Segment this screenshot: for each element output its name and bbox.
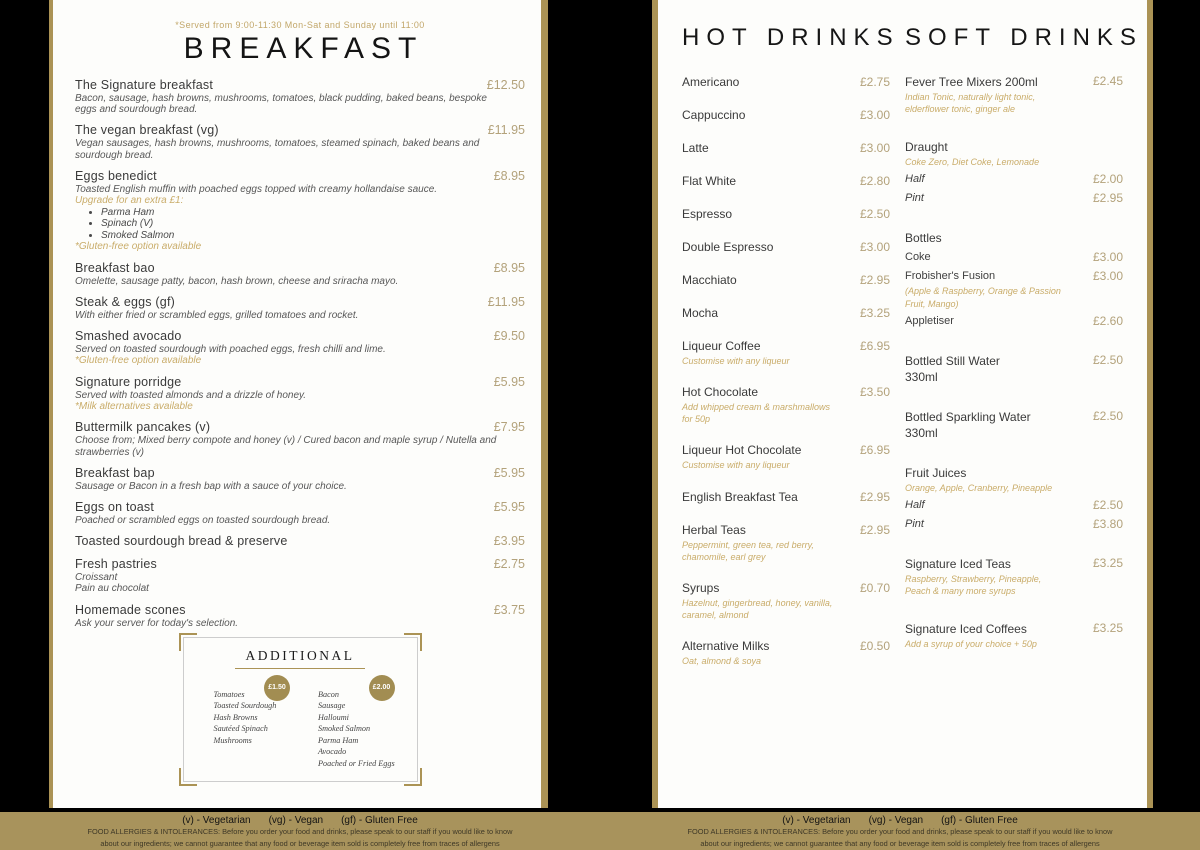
menu-item-description: Bacon, sausage, hash browns, mushrooms, tomatoes, black pudding, baked beans, bespoke eggs and sourdough bread.	[75, 93, 487, 116]
menu-item-description: With either fried or scrambled eggs, grilled tomatoes and rocket.	[75, 309, 359, 321]
additional-list	[214, 689, 301, 747]
drink-name-wrap	[905, 74, 1038, 90]
drink-price: £2.95	[859, 273, 890, 287]
drinks-columns	[682, 74, 1123, 684]
menu-item	[75, 420, 525, 457]
drink-group	[905, 230, 1123, 328]
drink-price: £2.50	[1092, 352, 1123, 367]
drink-item-row	[682, 74, 890, 90]
menu-item	[75, 169, 525, 253]
menu-item-price: £5.95	[493, 499, 525, 514]
drink-name: Mocha	[682, 306, 719, 320]
drink-group-header	[905, 465, 1123, 481]
drink-item	[682, 489, 890, 505]
upgrade-option: • Smoked Salmon	[101, 230, 525, 242]
drink-variant-row	[905, 249, 1123, 265]
menu-item-row	[75, 78, 525, 93]
upgrade-option: • Spinach (V)	[101, 218, 525, 230]
upgrade-options	[101, 207, 525, 242]
availability-note: *Milk alternatives available	[75, 400, 193, 412]
variant-price: £2.95	[1092, 191, 1123, 206]
drink-name: Liqueur Coffee	[682, 339, 761, 353]
drink-item-row	[682, 384, 890, 400]
menu-item-description: Croissant	[75, 572, 118, 584]
drink-group	[905, 139, 1123, 206]
drink-description: Add whipped cream & marshmallows for 50p	[682, 402, 831, 425]
drink-name: Alternative Milks	[682, 639, 770, 654]
menu-item	[75, 329, 525, 367]
menu-item-name: Homemade scones	[75, 602, 186, 617]
hot-drinks-column	[682, 74, 890, 684]
diet-legend	[600, 815, 1200, 826]
menu-item-name: Buttermilk pancakes (v)	[75, 420, 211, 435]
menu-item	[75, 500, 525, 526]
drink-name-line2: 330ml	[905, 425, 938, 440]
drink-item	[682, 272, 890, 288]
menu-item-name: Breakfast bao	[75, 260, 155, 275]
drink-name: Fruit Juices	[905, 465, 967, 480]
drink-name-wrap	[905, 409, 1031, 441]
variant-label: Frobisher's Fusion	[905, 270, 996, 283]
drink-item	[682, 239, 890, 255]
corner-bracket-icon	[404, 768, 422, 786]
drink-price: £3.00	[859, 108, 890, 122]
menu-item	[75, 534, 525, 549]
drink-item-row	[682, 173, 890, 189]
additional-item: Tomatoes	[213, 689, 245, 699]
breakfast-page-content	[53, 20, 541, 782]
drink-name: Fever Tree Mixers 200ml	[905, 75, 1038, 89]
drink-name: Espresso	[682, 207, 733, 221]
menu-item-row	[75, 500, 525, 515]
variant-label: Pint	[905, 192, 924, 205]
menu-item-price: £11.95	[487, 294, 525, 309]
menu-item-row	[75, 534, 525, 549]
drink-name: Signature Iced Teas	[905, 556, 1011, 571]
drink-item	[682, 173, 890, 189]
drink-item-row	[682, 206, 890, 222]
price-badge: £2.00	[369, 675, 395, 701]
menu-item-description: Sausage or Bacon in a fresh bap with a sauce of your choice.	[75, 480, 347, 492]
additional-item: Toasted Sourdough	[213, 701, 277, 711]
drink-name: Signature Iced Coffees	[905, 622, 1027, 637]
drink-name: Latte	[682, 141, 709, 155]
drink-group	[905, 74, 1123, 115]
corner-bracket-icon	[179, 633, 197, 651]
drink-description: Indian Tonic, naturally light tonic, elderflower tonic, ginger ale	[905, 92, 1036, 115]
variant-label: Half	[905, 498, 925, 511]
footer-left	[0, 812, 600, 850]
menu-item-name: Toasted sourdough bread & preserve	[75, 534, 288, 549]
hot-drinks-title: HOT DRINKS	[682, 24, 900, 51]
menu-item-row	[75, 295, 525, 310]
menu-item-row	[75, 420, 525, 435]
allergen-notice-line: about our ingredients; we cannot guarantee that any food or beverage item sold is completely free from traces of allergens	[100, 838, 500, 848]
breakfast-page	[49, 0, 548, 808]
menu-item-price: £8.95	[493, 260, 525, 275]
drink-item	[682, 638, 890, 667]
drink-description: Customise with any liqueur	[682, 356, 790, 366]
drink-item-row	[682, 638, 890, 654]
drink-item-row	[682, 239, 890, 255]
menu-item-name: Eggs on toast	[75, 499, 155, 514]
additional-item: Hash Browns	[213, 712, 258, 722]
diet-legend-item: (gf) - Gluten Free	[341, 815, 418, 826]
additional-item: Poached or Fried Eggs	[318, 758, 395, 768]
served-hours-note: *Served from 9:00-11:30 Mon-Sat and Sunday until 11:00	[175, 20, 425, 30]
menu-item-price: £3.95	[493, 534, 525, 549]
drink-variant-row	[905, 171, 1123, 187]
drink-price: £0.50	[859, 639, 890, 654]
drink-variant-row	[905, 313, 1123, 329]
drink-group-header	[905, 621, 1123, 637]
drink-group	[905, 465, 1123, 532]
drink-name: Bottled Still Water	[905, 353, 1000, 368]
menu-item-name: Breakfast bap	[75, 465, 155, 480]
drink-group-header	[905, 230, 1123, 246]
drink-name: Liqueur Hot Chocolate	[682, 443, 802, 458]
menu-item-price: £5.95	[493, 374, 525, 389]
drink-item-row	[682, 442, 890, 458]
drink-name: English Breakfast Tea	[682, 489, 798, 504]
menu-item-description: Toasted English muffin with poached eggs topped with creamy hollandaise sauce.	[75, 183, 438, 195]
variant-label: Appletiser	[905, 314, 954, 327]
drink-price: £2.75	[859, 75, 890, 89]
drink-variant-row	[905, 268, 1123, 284]
drink-group-header	[905, 74, 1123, 90]
drink-price: £3.00	[859, 141, 890, 155]
drinks-page-content	[658, 24, 1147, 684]
menu-item-price: £8.95	[493, 168, 525, 183]
menu-item-description: Poached or scrambled eggs on toasted sourdough bread.	[75, 514, 331, 526]
drink-item	[682, 107, 890, 123]
drinks-headers	[682, 24, 1143, 52]
drink-price: £6.95	[859, 443, 890, 458]
menu-item	[75, 557, 525, 594]
drink-group	[905, 409, 1123, 441]
variant-price: £2.50	[1092, 497, 1123, 512]
menu-item-row	[75, 375, 525, 390]
drink-name: Cappuccino	[682, 108, 746, 122]
menu-item-name: Eggs benedict	[75, 168, 157, 183]
additional-item: Parma Ham	[318, 735, 359, 745]
drink-variant-row	[905, 497, 1123, 513]
menu-item-description: Ask your server for today's selection.	[75, 617, 239, 629]
additional-item: Avocado	[318, 747, 347, 757]
menu-item-name: Smashed avocado	[75, 328, 182, 343]
menu-item-description: Served with toasted almonds and a drizzle of honey.	[75, 389, 307, 401]
variant-price: £2.60	[1092, 313, 1123, 328]
allergen-notice-line: about our ingredients; we cannot guarantee that any food or beverage item sold is completely free from traces of allergens	[700, 838, 1100, 848]
variant-price: £3.00	[1092, 269, 1123, 284]
menu-item-price: £7.95	[493, 420, 525, 435]
menu-item-row	[75, 557, 525, 572]
allergen-notice-line: FOOD ALLERGIES & INTOLERANCES: Before you order your food and drinks, please speak to our staff if you would like to know	[687, 827, 1113, 836]
additional-column	[300, 677, 405, 770]
drink-name: Bottled Sparkling Water	[905, 409, 1031, 424]
drink-item	[682, 74, 890, 90]
menu-item-row	[75, 466, 525, 481]
drink-price: £2.50	[1092, 408, 1123, 423]
drink-name-wrap	[905, 465, 966, 481]
diet-legend-item: (gf) - Gluten Free	[941, 815, 1018, 826]
drink-item-row	[682, 272, 890, 288]
upgrade-note: Upgrade for an extra £1:	[75, 195, 184, 207]
menu-item-description: Served on toasted sourdough with poached eggs, fresh chilli and lime.	[75, 343, 386, 355]
drink-name-wrap	[905, 621, 1027, 637]
menu-item	[75, 261, 525, 287]
diet-legend-item: (v) - Vegetarian	[782, 815, 851, 826]
drink-item-row	[682, 338, 890, 354]
drink-group	[905, 353, 1123, 385]
drink-variant-row	[905, 516, 1123, 532]
drink-price: £6.95	[859, 339, 890, 353]
drink-price: £2.95	[859, 522, 890, 537]
drink-name: Herbal Teas	[682, 522, 746, 537]
menu-item-price: £5.95	[493, 465, 525, 480]
soft-drinks-title: SOFT DRINKS	[905, 24, 1143, 51]
drink-name: Hot Chocolate	[682, 385, 759, 400]
soft-drinks-column	[905, 74, 1123, 674]
additional-column	[196, 677, 301, 770]
drink-item	[682, 206, 890, 222]
upgrade-option: • Parma Ham	[101, 207, 525, 219]
drink-name: Macchiato	[682, 273, 737, 287]
additional-item: Mushrooms	[213, 735, 252, 745]
drink-price: £3.50	[859, 385, 890, 400]
diet-legend-item: (vg) - Vegan	[268, 815, 324, 826]
drink-item	[682, 522, 890, 563]
additional-item: Halloumi	[318, 712, 349, 722]
drink-variant-row	[905, 190, 1123, 206]
menu-item-row	[75, 261, 525, 276]
variant-label: Pint	[905, 517, 924, 530]
availability-note: *Gluten-free option available	[75, 241, 202, 253]
drink-name-wrap	[905, 139, 948, 155]
drink-name: Double Espresso	[682, 240, 774, 254]
menu-item-price: £2.75	[493, 557, 525, 572]
additional-columns	[196, 677, 405, 770]
variant-price: £2.00	[1092, 172, 1123, 187]
additional-list	[318, 689, 405, 770]
drink-item	[682, 442, 890, 471]
additional-item: Bacon	[318, 689, 339, 699]
allergen-notice-line: FOOD ALLERGIES & INTOLERANCES: Before you order your food and drinks, please speak to our staff if you would like to know	[87, 827, 513, 836]
drink-group-header	[905, 139, 1123, 155]
menu-item-description: Vegan sausages, hash browns, mushrooms, tomatoes, steamed spinach, baked beans and sourdough bread.	[75, 138, 480, 161]
drink-price: £0.70	[859, 580, 890, 595]
drink-price: £3.25	[1092, 621, 1123, 636]
menu-item	[75, 78, 525, 115]
menu-item	[75, 295, 525, 321]
menu-item-row	[75, 329, 525, 344]
drink-group	[905, 556, 1123, 597]
drink-price: £3.00	[859, 240, 890, 254]
drink-description: Oat, almond & soya	[682, 656, 762, 667]
menu-item-description: Omelette, sausage patty, bacon, hash brown, cheese and sriracha mayo.	[75, 275, 399, 287]
drink-item	[682, 338, 890, 367]
availability-note: *Gluten-free option available	[75, 355, 202, 367]
drink-description: (Apple & Raspberry, Orange & Passion Fruit, Mango)	[905, 286, 1061, 309]
drinks-page	[652, 0, 1153, 808]
drink-item-row	[682, 522, 890, 538]
menu-item-name: The vegan breakfast (vg)	[75, 123, 219, 138]
menu-item-name: Signature porridge	[75, 374, 182, 389]
breakfast-item-list	[75, 78, 525, 629]
menu-item	[75, 375, 525, 413]
drink-item-row	[682, 305, 890, 321]
additional-item: Smoked Salmon	[318, 724, 371, 734]
variant-price: £3.00	[1092, 250, 1123, 265]
variant-label: Coke	[905, 251, 931, 264]
variant-label: Half	[905, 173, 925, 186]
corner-bracket-icon	[179, 768, 197, 786]
drink-item	[682, 140, 890, 156]
menu-item-row	[75, 123, 525, 138]
drink-group-header	[905, 353, 1123, 385]
breakfast-title: BREAKFAST	[183, 32, 424, 65]
menu-item-row	[75, 603, 525, 618]
drink-price: £3.25	[1092, 555, 1123, 570]
drink-item	[682, 305, 890, 321]
drink-price: £2.50	[859, 207, 890, 221]
drink-name-wrap	[905, 230, 942, 246]
drink-name: Americano	[682, 75, 740, 89]
menu-item-name: The Signature breakfast	[75, 78, 214, 92]
drink-description: Add a syrup of your choice + 50p	[905, 639, 1037, 650]
drink-name-wrap	[905, 556, 1011, 572]
menu-item-name: Steak & eggs (gf)	[75, 294, 175, 309]
menu-item-price: £11.95	[487, 123, 525, 138]
drink-description: Peppermint, green tea, red berry, chamomile, earl grey	[682, 539, 814, 562]
menu-item-name: Fresh pastries	[75, 557, 157, 572]
drink-group	[905, 621, 1123, 650]
drink-price: £2.80	[859, 174, 890, 188]
drink-description: Coke Zero, Diet Coke, Lemonade	[905, 157, 1040, 168]
additional-item: Sausage	[318, 701, 346, 711]
price-badge: £1.50	[264, 675, 290, 701]
menu-item-price: £9.50	[493, 328, 525, 343]
additional-title: ADDITIONAL	[235, 648, 365, 669]
drink-name: Bottles	[905, 231, 942, 246]
diet-legend	[0, 815, 600, 826]
drink-description: Hazelnut, gingerbread, honey, vanilla, caramel, almond	[682, 597, 833, 621]
drink-price: £2.95	[859, 489, 890, 504]
drink-description: Orange, Apple, Cranberry, Pineapple	[905, 482, 1053, 493]
menu-item	[75, 603, 525, 629]
corner-bracket-icon	[404, 633, 422, 651]
drink-item-row	[682, 107, 890, 123]
drink-name: Draught	[905, 140, 948, 155]
menu-item-description: Pain au chocolat	[75, 583, 149, 595]
additional-box	[183, 637, 418, 783]
menu-item-price: £12.50	[486, 78, 525, 92]
drink-name: Flat White	[682, 174, 737, 188]
drink-item-row	[682, 580, 890, 596]
menu-item	[75, 123, 525, 160]
drink-item	[682, 384, 890, 425]
footer-right	[600, 812, 1200, 850]
drink-group-header	[905, 409, 1123, 441]
drink-group-header	[905, 556, 1123, 572]
drink-description: Raspberry, Strawberry, Pineapple, Peach & many more syrups	[905, 573, 1042, 597]
drink-name: Syrups	[682, 580, 720, 595]
drink-item-row	[682, 140, 890, 156]
allergen-footer-band	[0, 812, 1200, 850]
diet-legend-item: (v) - Vegetarian	[182, 815, 251, 826]
menu-item	[75, 466, 525, 492]
additional-item: Sautéed Spinach	[213, 724, 268, 734]
menu-item-price: £3.75	[493, 602, 525, 617]
diet-legend-item: (vg) - Vegan	[868, 815, 924, 826]
drink-item	[682, 580, 890, 621]
drink-name-wrap	[905, 353, 1000, 385]
drink-name-line2: 330ml	[905, 369, 938, 384]
menu-item-description: Choose from; Mixed berry compote and honey (v) / Cured bacon and maple syrup / Nutella and strawberries (v)	[75, 435, 497, 458]
drink-item-row	[682, 489, 890, 505]
variant-price: £3.80	[1092, 516, 1123, 531]
drink-description: Customise with any liqueur	[682, 460, 790, 471]
menu-item-row	[75, 169, 525, 184]
drink-price: £3.25	[859, 306, 890, 320]
drink-price: £2.45	[1092, 74, 1123, 88]
